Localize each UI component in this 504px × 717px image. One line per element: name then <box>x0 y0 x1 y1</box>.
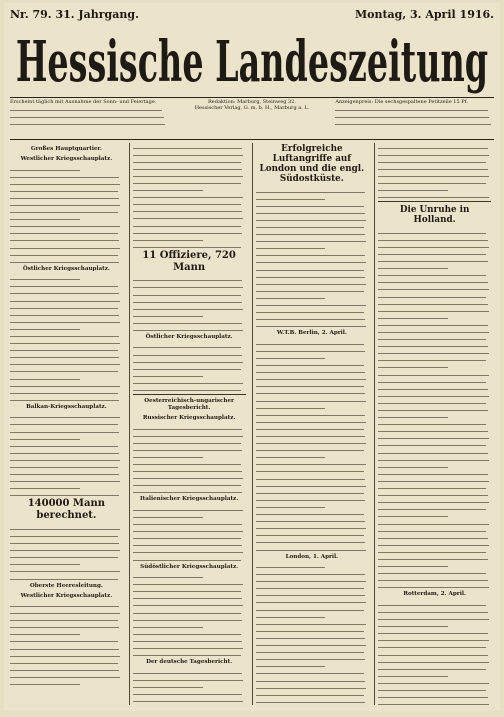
section-heading: Rotterdam, 2. April. <box>403 591 466 598</box>
divider <box>378 201 491 202</box>
body-text <box>10 165 123 263</box>
newspaper-page <box>4 3 500 711</box>
column-4 <box>374 143 494 705</box>
article-headline: Erfolgreiche Luftangriffe auf London und die engl. Südostküste. <box>259 144 365 184</box>
section-heading: Oesterreichisch-ungarischer Tagesbericht. <box>144 398 234 412</box>
divider <box>133 394 246 395</box>
body-text <box>133 143 246 248</box>
body-text <box>10 524 123 579</box>
article-headline: 140000 Mann berechnet. <box>27 498 106 522</box>
body-text <box>133 505 246 560</box>
section-heading: Südöstlicher Kriegsschauplatz. <box>140 563 239 570</box>
masthead-title-svg <box>10 21 494 95</box>
issue-number: Nr. 79. 31. Jahrgang. <box>10 7 139 21</box>
subscription-info: Erscheint täglich mit Ausnahme der Sonn- und Feiertage. <box>10 99 169 137</box>
body-text <box>378 143 491 198</box>
body-text <box>133 424 246 493</box>
issue-line <box>10 7 494 21</box>
section-heading: Italienischer Kriegsschauplatz. <box>140 496 239 503</box>
body-text <box>10 413 123 497</box>
section-heading: Westlicher Kriegsschauplatz. <box>20 592 113 599</box>
header-rule <box>10 97 494 98</box>
section-heading: London, 1. April. <box>285 553 339 560</box>
publisher-info: Redaktion: Marburg, Steinweg 32. Hessischer Verlag, G. m. b. H., Marburg a. L. <box>194 99 310 111</box>
body-text <box>256 187 369 327</box>
section-heading: Großes Hauptquartier. <box>30 146 102 152</box>
body-text <box>256 339 369 550</box>
article-columns <box>10 143 494 705</box>
masthead <box>10 21 494 95</box>
subhead <box>10 99 494 137</box>
body-text <box>256 563 369 706</box>
section-heading: Russischer Kriegsschauplatz. <box>142 415 236 422</box>
body-text <box>10 602 123 686</box>
section-heading: Östlicher Kriegsschauplatz. <box>145 333 233 340</box>
body-text <box>133 276 246 331</box>
issue-date: Montag, 3. April 1916. <box>354 7 494 21</box>
body-text <box>133 573 246 657</box>
section-heading: Der deutsche Tagesbericht. <box>146 659 233 666</box>
section-heading: Östlicher Kriegsschauplatz. <box>22 265 110 272</box>
body-text <box>133 343 246 391</box>
column-3 <box>252 143 372 705</box>
article-headline: Die Unruhe in Holland. <box>399 205 470 226</box>
body-text <box>378 600 491 705</box>
column-2 <box>129 143 249 705</box>
section-heading: Balkan-Kriegsschauplatz. <box>26 403 107 410</box>
section-heading: Westlicher Kriegsschauplatz. <box>20 156 113 162</box>
body-text <box>133 668 246 705</box>
body-text <box>10 275 123 401</box>
section-heading: Oberste Heeresleitung. <box>29 582 103 589</box>
masthead-title: Hessische Landeszeitung <box>15 29 489 95</box>
body-text <box>378 228 491 588</box>
advertising-info: Anzeigenpreis: Die sechsgespaltene Petitzeile 15 Pf. <box>335 99 494 137</box>
column-1 <box>10 143 126 705</box>
columns-rule <box>10 139 494 140</box>
section-heading: W.T.B. Berlin, 2. April. <box>276 330 347 337</box>
article-headline: 11 Offiziere, 720 Mann <box>142 249 236 273</box>
